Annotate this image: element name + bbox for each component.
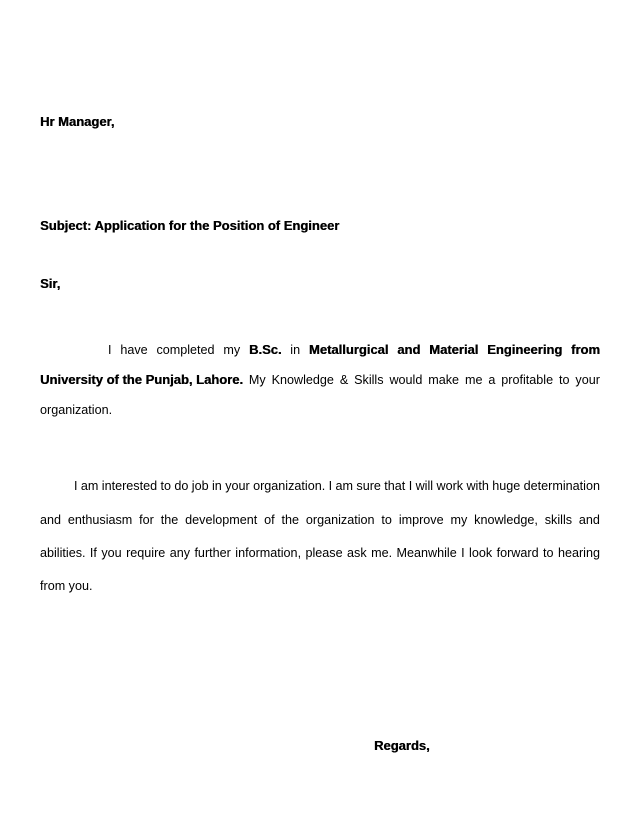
paragraph-2-line-3: abilities. If you require any further information, please ask me. Meanwhile I look forward to hearing	[40, 546, 600, 560]
paragraph-2-line-1: I am interested to do job in your organization. I am sure that I will work with huge determination	[74, 479, 600, 493]
paragraph-1-line-1: I have completed my B.Sc. in Metallurgical and Material Engineering from	[108, 342, 600, 357]
university-name: University of the Punjab, Lahore.	[40, 372, 243, 387]
paragraph-2-line-4: from you.	[40, 579, 93, 593]
salutation: Sir,	[40, 276, 61, 291]
closing-regards: Regards,	[374, 738, 430, 753]
paragraph-1-line-3: organization.	[40, 403, 113, 417]
paragraph-1-line-2: University of the Punjab, Lahore. My Knowledge & Skills would make me a profitable to your	[40, 372, 600, 387]
paragraph-2-line-2: and enthusiasm for the development of the organization to improve my knowledge, skills and	[40, 513, 600, 527]
recipient-line: Hr Manager,	[40, 114, 115, 129]
subject-line: Subject: Application for the Position of Engineer	[40, 218, 340, 233]
